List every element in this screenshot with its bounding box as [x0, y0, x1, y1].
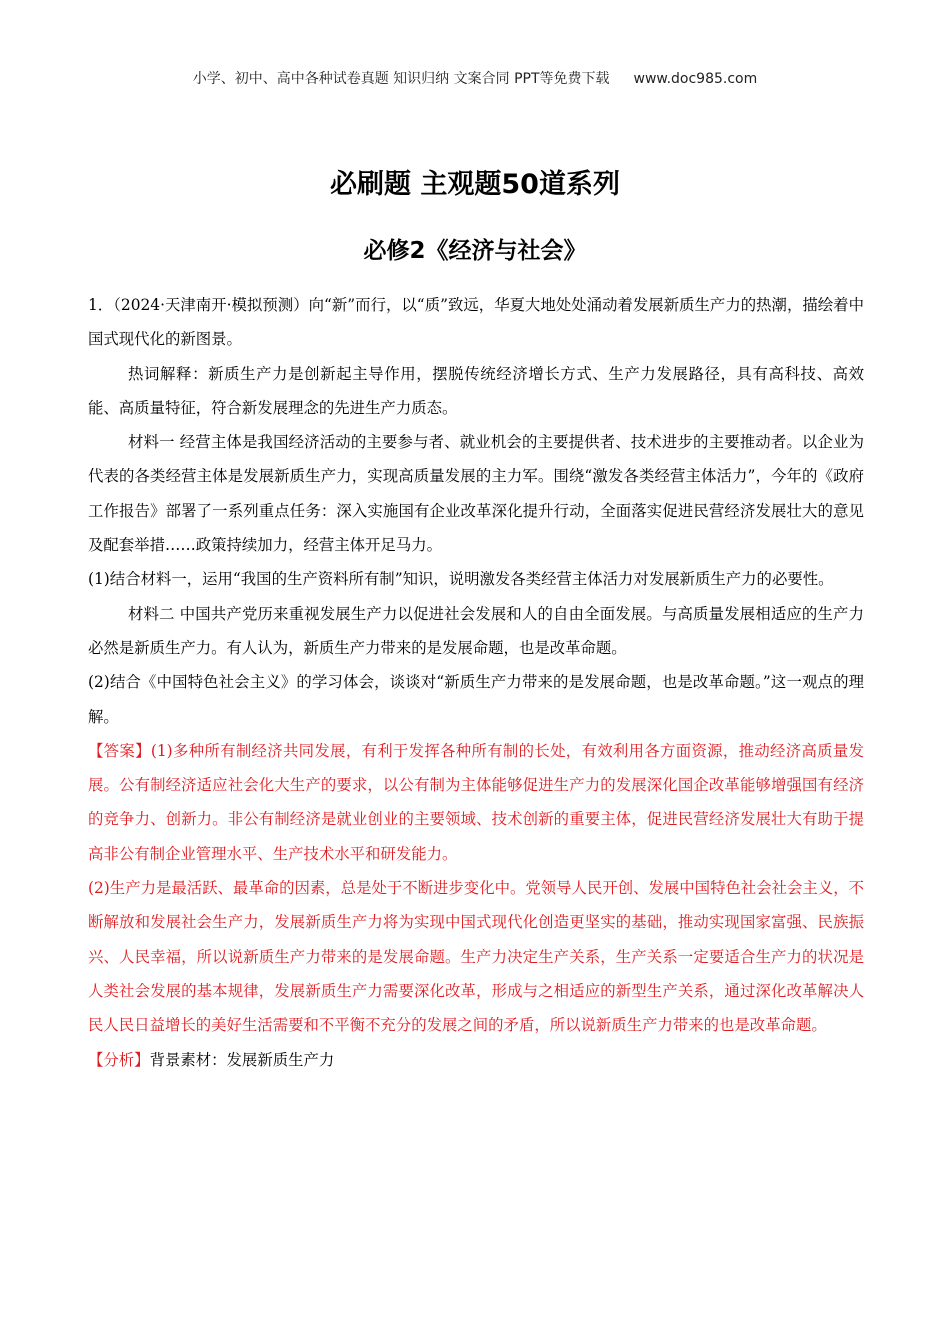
analysis-text: 背景素材：发展新质生产力 [149, 1050, 335, 1069]
answer-part-1 [88, 734, 864, 871]
hotword-explanation: 热词解释：新质生产力是创新起主导作用，摆脱传统经济增长方式、生产力发展路径，具有高科技、高效能、高质量特征，符合新发展理念的先进生产力质态。 [88, 364, 864, 417]
header-text: 小学、初中、高中各种试卷真题 知识归纳 文案合同 PPT等免费下载 [192, 71, 610, 87]
material-two: 材料二 中国共产党历来重视发展生产力以促进社会发展和人的自由全面发展。与高质量发展相适应的生产力必然是新质生产力。有人认为，新质生产力带来的是发展命题，也是改革命题。 [88, 604, 864, 657]
analysis-label: 【分析】 [88, 1050, 150, 1069]
sub-title: 必修2《经济与社会》 [363, 238, 587, 264]
question-part-2: (2)结合《中国特色社会主义》的学习体会，谈谈对“新质生产力带来的是发展命题，也是改革命题。”这一观点的理解。 [88, 673, 864, 726]
material-one: 材料一 经营主体是我国经济活动的主要参与者、就业机会的主要提供者、技术进步的主要推动者。以企业为代表的各类经营主体是发展新质生产力，实现高质量发展的主力军。围绕“激发各类经营主体活力”，今年的《政府工作报告》部署了一系列重点任务：深入实施国有企业改革深化提升行动，全面落实促进民营经济发展壮大的意见及配套举措……政策持续加力，经营主体开足马力。 [88, 433, 864, 555]
answer-label: 【答案】 [88, 741, 151, 760]
question-part-1: (1)结合材料一，运用“我国的生产资料所有制”知识，说明激发各类经营主体活力对发展新质生产力的必要性。 [88, 570, 834, 589]
answer-text-1: (1)多种所有制经济共同发展，有利于发挥各种所有制的长处，有效利用各方面资源，推动经济高质量发展。公有制经济适应社会化大生产的要求，以公有制为主体能够促进生产力的发展深化国企改革能够增强国有经济的竞争力、创新力。非公有制经济是就业创业的主要领域、技术创新的重要主体，促进民营经济发展壮大有助于提高非公有制企业管理水平、生产技术水平和研发能力。 [88, 741, 864, 863]
question-intro: 1．（2024·天津南开·模拟预测）向“新”而行，以“质”致远，华夏大地处处涌动着发展新质生产力的热潮，描绘着中国式现代化的新图景。 [88, 296, 864, 349]
analysis-line [88, 1043, 864, 1077]
page-header [0, 68, 950, 88]
main-title: 必刷题 主观题50道系列 [330, 169, 620, 200]
answer-part-2: (2)生产力是最活跃、最革命的因素，总是处于不断进步变化中。党领导人民开创、发展中国特色社会社会主义，不断解放和发展社会生产力，发展新质生产力将为实现中国式现代化创造更坚实的基础，推动实现国家富强、民族振兴、人民幸福，所以说新质生产力带来的是发展命题。生产力决定生产关系，生产关系一定要适合生产力的状况是人类社会发展的基本规律，发展新质生产力需要深化改革，形成与之相适应的新型生产关系，通过深化改革解决人民人民日益增长的美好生活需要和不平衡不充分的发展之间的矛盾，所以说新质生产力带来的也是改革命题。 [88, 879, 864, 1035]
question-content [88, 288, 864, 1077]
header-url[interactable]: www.doc985.com [633, 71, 758, 87]
